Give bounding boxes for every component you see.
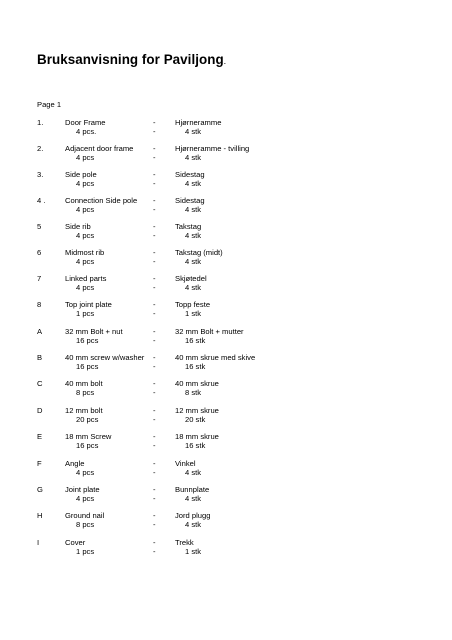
item-number: 4 . [37,196,46,205]
item-name-en: Top joint plate [65,300,112,309]
item-qty-no: 8 stk [185,388,202,397]
item-separator: - [153,520,156,529]
list-item [0,274,452,294]
item-separator: - [153,118,156,127]
list-item [0,222,452,242]
item-name-en: Side pole [65,170,97,179]
item-name-en: 18 mm Screw [65,432,112,441]
page-label: Page 1 [37,100,62,109]
item-qty-en: 1 pcs [76,309,95,318]
item-name-en: Linked parts [65,274,107,283]
item-name-en: 40 mm screw w/washer [65,353,145,362]
item-name-no: Takstag [175,222,202,231]
item-qty-en: 1 pcs [76,547,95,556]
item-number: C [37,379,43,388]
item-separator: - [153,170,156,179]
item-qty-en: 4 pcs [76,179,95,188]
item-qty-no: 1 stk [185,547,202,556]
item-name-en: 40 mm bolt [65,379,103,388]
item-name-no: Hjørneramme [175,118,222,127]
item-separator: - [153,231,156,240]
item-qty-no: 16 stk [185,336,206,345]
item-name-en: 32 mm Bolt + nut [65,327,123,336]
item-name-en: Connection Side pole [65,196,138,205]
item-number: D [37,406,43,415]
item-name-no: Sidestag [175,196,205,205]
item-separator: - [153,248,156,257]
item-qty-no: 20 stk [185,415,206,424]
item-qty-en: 4 pcs [76,205,95,214]
item-qty-en: 4 pcs [76,153,95,162]
item-name-en: Joint plate [65,485,100,494]
item-qty-en: 16 pcs [76,336,99,345]
item-separator: - [153,179,156,188]
item-separator: - [153,353,156,362]
item-number: 6 [37,248,42,257]
item-qty-en: 4 pcs [76,494,95,503]
item-name-no: Jord plugg [175,511,211,520]
item-qty-no: 4 stk [185,127,202,136]
item-number: 5 [37,222,42,231]
list-item [0,485,452,505]
item-separator: - [153,127,156,136]
item-separator: - [153,274,156,283]
item-name-en: Cover [65,538,86,547]
item-qty-en: 4 pcs [76,468,95,477]
item-separator: - [153,153,156,162]
item-name-no: Bunnplate [175,485,210,494]
item-name-no: Takstag (midt) [175,248,223,257]
item-qty-no: 4 stk [185,494,202,503]
item-separator: - [153,494,156,503]
item-name-no: Skjøtedel [175,274,207,283]
item-separator: - [153,441,156,450]
item-separator: - [153,406,156,415]
item-separator: - [153,205,156,214]
list-item [0,118,452,138]
item-separator: - [153,144,156,153]
list-item [0,379,452,399]
list-item [0,170,452,190]
item-number: A [37,327,43,336]
list-item [0,248,452,268]
item-number: H [37,511,43,520]
item-qty-no: 4 stk [185,179,202,188]
item-name-en: 12 mm bolt [65,406,103,415]
item-qty-en: 4 pcs [76,283,95,292]
item-number: E [37,432,43,441]
list-item [0,300,452,320]
item-qty-en: 4 pcs [76,231,95,240]
item-name-en: Adjacent door frame [65,144,134,153]
item-separator: - [153,257,156,266]
item-separator: - [153,485,156,494]
item-qty-en: 8 pcs [76,388,95,397]
item-separator: - [153,336,156,345]
item-qty-en: 16 pcs [76,441,99,450]
item-qty-no: 16 stk [185,441,206,450]
item-name-no: 40 mm skrue med skive [175,353,256,362]
item-qty-en: 4 pcs [76,257,95,266]
title-period: . [223,56,227,66]
item-name-en: Ground nail [65,511,105,520]
item-separator: - [153,196,156,205]
item-separator: - [153,222,156,231]
list-item [0,196,452,216]
item-name-en: Angle [65,459,85,468]
item-number: F [37,459,42,468]
list-item [0,353,452,373]
item-separator: - [153,432,156,441]
item-number: G [37,485,43,494]
list-item [0,538,452,558]
item-qty-en: 20 pcs [76,415,99,424]
item-qty-no: 16 stk [185,362,206,371]
item-separator: - [153,309,156,318]
item-separator: - [153,300,156,309]
item-name-no: 40 mm skrue [175,379,219,388]
list-item [0,432,452,452]
item-separator: - [153,327,156,336]
item-separator: - [153,362,156,371]
item-name-no: 32 mm Bolt + mutter [175,327,244,336]
item-number: 3. [37,170,44,179]
item-qty-no: 4 stk [185,231,202,240]
item-name-no: 12 mm skrue [175,406,219,415]
item-number: 2. [37,144,44,153]
list-item [0,459,452,479]
item-separator: - [153,379,156,388]
item-name-en: Door Frame [65,118,106,127]
item-qty-no: 4 stk [185,468,202,477]
item-separator: - [153,538,156,547]
item-name-no: Vinkel [175,459,196,468]
item-qty-no: 4 stk [185,257,202,266]
item-separator: - [153,459,156,468]
page-title [37,52,226,67]
item-name-no: Hjørneramme - tvilling [175,144,250,153]
list-item [0,144,452,164]
item-separator: - [153,415,156,424]
item-name-no: 18 mm skrue [175,432,219,441]
title-text: Bruksanvisning for Paviljong [37,52,224,67]
item-separator: - [153,511,156,520]
item-name-no: Sidestag [175,170,205,179]
item-separator: - [153,283,156,292]
item-qty-no: 4 stk [185,153,202,162]
item-qty-no: 4 stk [185,520,202,529]
item-separator: - [153,388,156,397]
item-number: B [37,353,43,362]
list-item [0,511,452,531]
item-qty-no: 1 stk [185,309,202,318]
list-item [0,406,452,426]
item-separator: - [153,468,156,477]
item-number: 1. [37,118,44,127]
item-qty-no: 4 stk [185,283,202,292]
item-name-no: Trekk [175,538,194,547]
list-item [0,327,452,347]
item-number: 8 [37,300,42,309]
item-qty-no: 4 stk [185,205,202,214]
item-name-en: Side rib [65,222,91,231]
item-qty-en: 4 pcs. [76,127,97,136]
item-qty-en: 8 pcs [76,520,95,529]
item-number: 7 [37,274,42,283]
item-qty-en: 16 pcs [76,362,99,371]
item-number: I [37,538,40,547]
item-name-no: Topp feste [175,300,211,309]
item-name-en: Midmost rib [65,248,105,257]
item-separator: - [153,547,156,556]
